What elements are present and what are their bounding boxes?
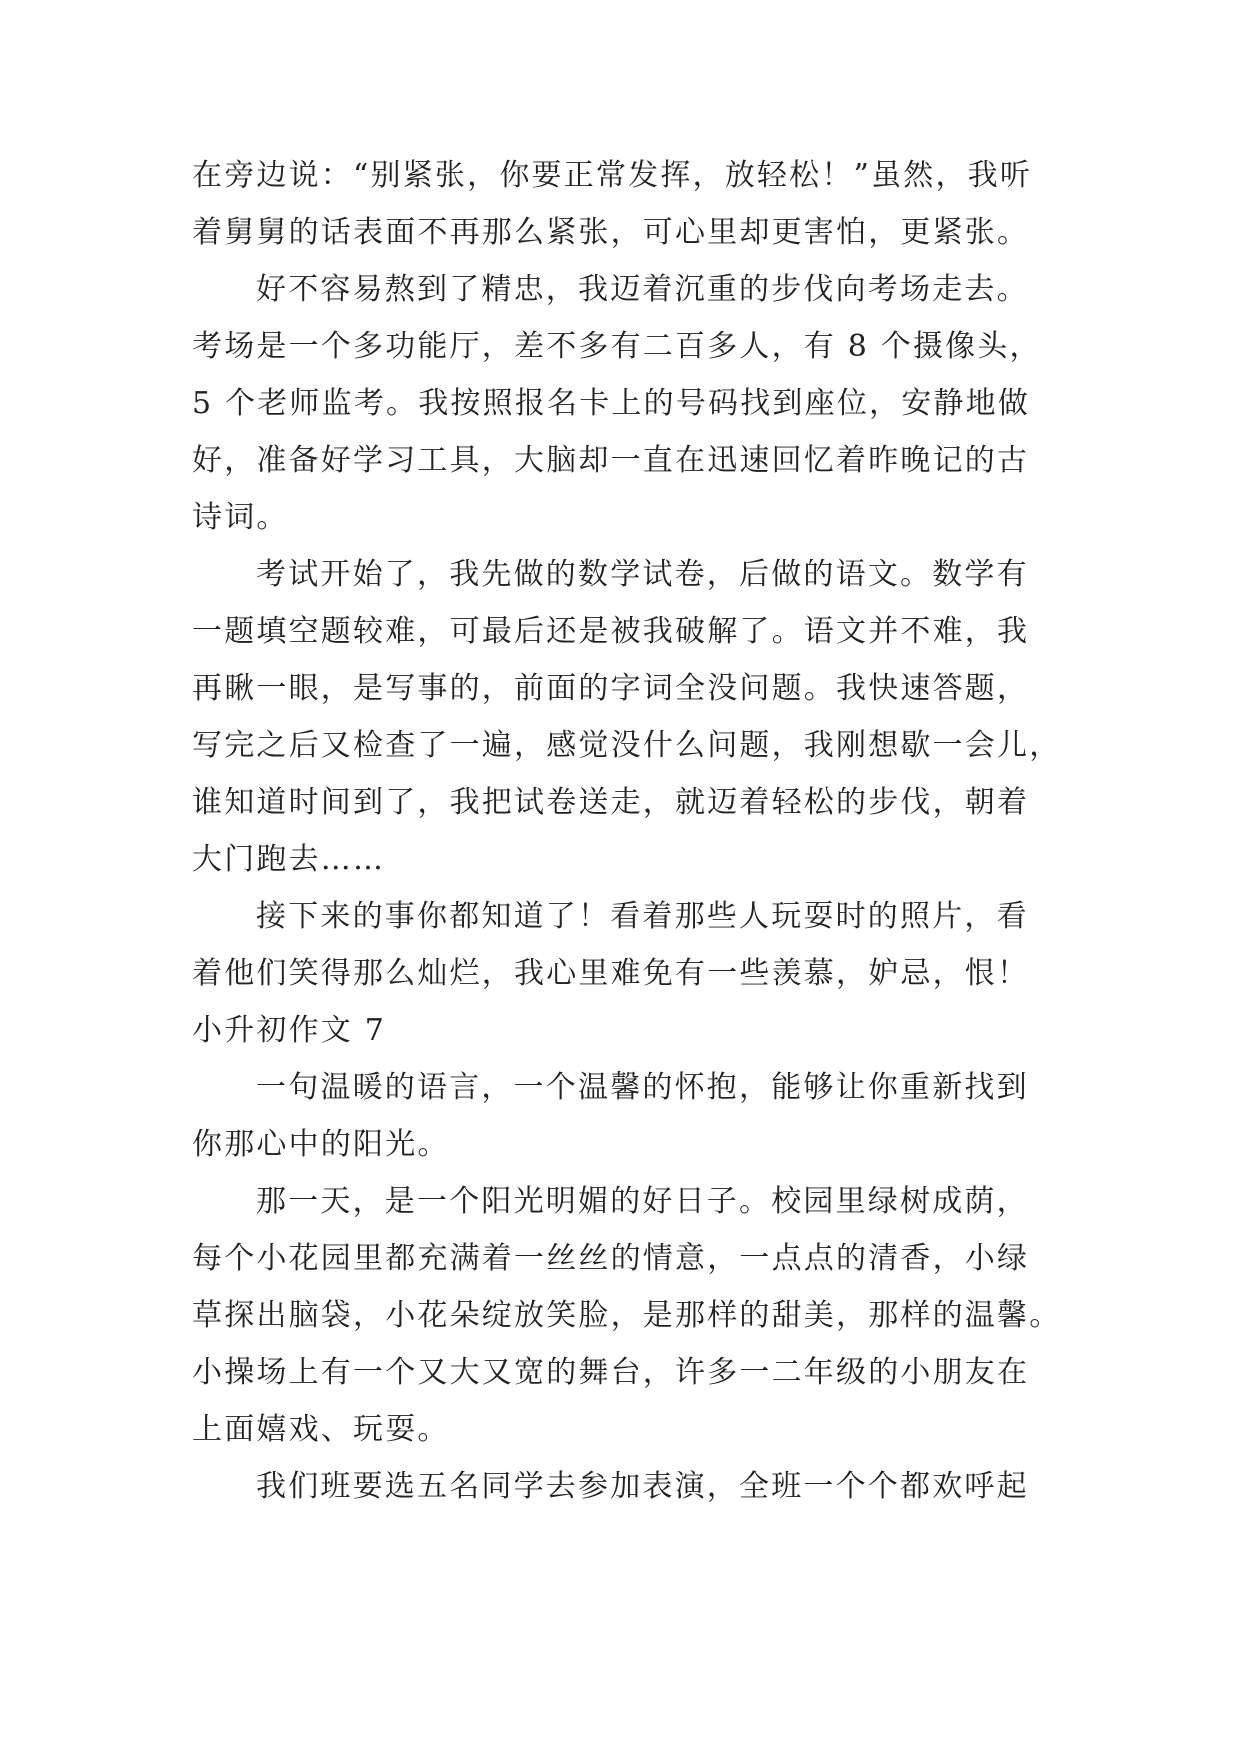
text-line: 谁知道时间到了，我把试卷送走，就迈着轻松的步伐，朝着	[192, 785, 1030, 820]
text-line: 你那心中的阳光。	[192, 1127, 450, 1162]
section-heading: 小升初作文 7	[192, 1013, 387, 1048]
text-line: 好，准备好学习工具，大脑却一直在迅速回忆着昨晚记的古	[192, 443, 1030, 478]
text-line: 大门跑去……	[192, 842, 386, 877]
text-line: 写完之后又检查了一遍，感觉没什么问题，我刚想歇一会儿，	[192, 728, 1062, 763]
text-line: 考场是一个多功能厅，差不多有二百多人，有 8 个摄像头，	[192, 329, 1042, 364]
text-line: 每个小花园里都充满着一丝丝的情意，一点点的清香，小绿	[192, 1241, 1030, 1276]
text-line: 诗词。	[192, 500, 289, 535]
text-line: 小操场上有一个又大又宽的舞台，许多一二年级的小朋友在	[192, 1355, 1030, 1390]
text-line: 考试开始了，我先做的数学试卷，后做的语文。数学有	[256, 557, 1029, 592]
text-line: 5 个老师监考。我按照报名卡上的号码找到座位，安静地做	[192, 386, 1031, 421]
text-line: 再瞅一眼，是写事的，前面的字词全没问题。我快速答题，	[192, 671, 1030, 706]
text-line: 那一天，是一个阳光明媚的好日子。校园里绿树成荫，	[256, 1184, 1029, 1219]
text-line: 着他们笑得那么灿烂，我心里难免有一些羡慕，妒忌，恨！	[192, 956, 1030, 991]
text-line: 一句温暖的语言，一个温馨的怀抱，能够让你重新找到	[256, 1070, 1029, 1105]
text-line: 我们班要选五名同学去参加表演，全班一个个都欢呼起	[256, 1469, 1029, 1504]
text-line: 一题填空题较难，可最后还是被我破解了。语文并不难，我	[192, 614, 1030, 649]
text-line: 着舅舅的话表面不再那么紧张，可心里却更害怕，更紧张。	[192, 215, 1030, 250]
text-line: 好不容易熬到了精忠，我迈着沉重的步伐向考场走去。	[256, 272, 1029, 307]
text-line: 上面嬉戏、玩耍。	[192, 1412, 450, 1447]
text-line: 接下来的事你都知道了！看着那些人玩耍时的照片，看	[256, 899, 1029, 934]
text-line: 在旁边说：“别紧张，你要正常发挥，放轻松！”虽然，我听	[192, 158, 1033, 193]
text-line: 草探出脑袋，小花朵绽放笑脸，是那样的甜美，那样的温馨。	[192, 1298, 1062, 1333]
